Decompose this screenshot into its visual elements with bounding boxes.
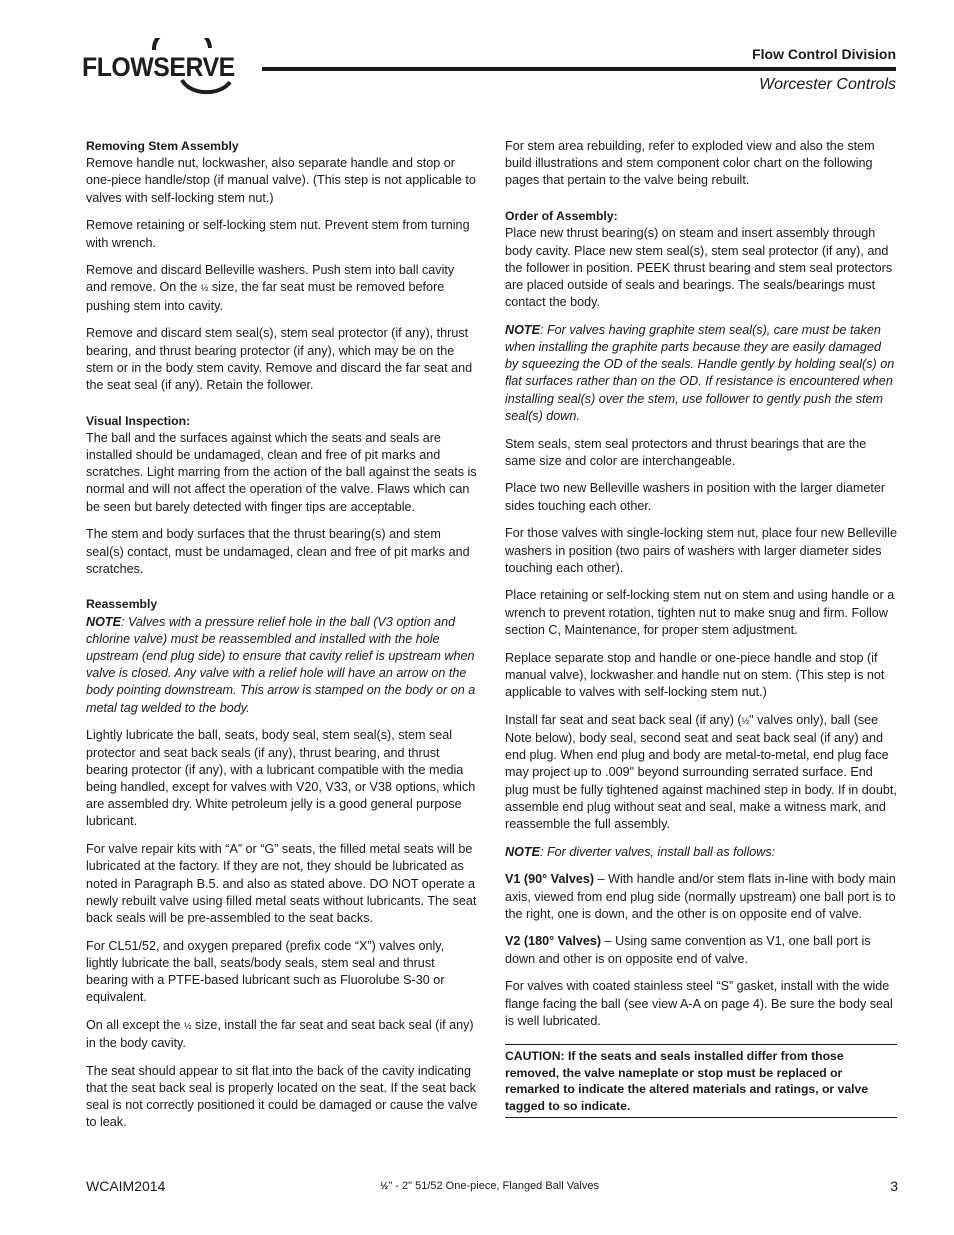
removing-p2: Remove retaining or self-locking stem nut. Prevent stem from turning with wrench. — [86, 218, 470, 250]
reassembly-p2: For valve repair kits with “A” or “G” seats, the filled metal seats will be lubricated at the factory. If they are not, they should be lubricated as noted in Paragraph B.5. and also as stated above. DO NOT operate a newly rebuilt valve using filled metal seats without lubricants. The seat back seals will be pre-assembled to the seat backs. — [86, 842, 477, 925]
order-p3: Place two new Belleville washers in position with the larger diameter sides touching each other. — [505, 481, 886, 513]
division-label: Flow Control Division — [752, 46, 896, 62]
header-rule — [262, 67, 896, 71]
order-p1: Place new thrust bearing(s) on steam and insert assembly through body cavity. Place new stem seal(s), stem seal protector (if any), and the follower in position. PEEK thrust bearing and stem seal protectors are placed outside of seals and bearings. The seals/bearings must contact the body. — [505, 226, 893, 310]
logo-wordmark: FLOWSERVE — [82, 52, 235, 82]
reassembly-p1: Lightly lubricate the ball, seats, body seal, stem seal(s), stem seal protector and seat back seals (if any), thrust bearing, and thrust bearing protector (if any), with a lubricant compatible with the media being handled, except for valves with V20, V33, or V38 options, which are assembled dry. White petroleum jelly is a good general purpose lubricant. — [86, 728, 476, 829]
order-p6: Replace separate stop and handle or one-piece handle and stop (if manual valve), lockwasher and handle nut on stem. (This step is not applicable to valves with self-locking stem nut.) — [505, 650, 885, 699]
v1-paragraph: V1 (90° Valves) – With handle and/or stem flats in-line with body main axis, viewed from end plug side (normally upstream) one ball port is to the right, one is down, and the other is on opposite end of valve. — [505, 872, 896, 921]
footer-title: ½" - 2" 51/52 One-piece, Flanged Ball Valves — [380, 1180, 599, 1192]
document-code: WCAIM2014 — [86, 1178, 166, 1194]
page-number: 3 — [890, 1178, 898, 1194]
brand-label: Worcester Controls — [759, 76, 896, 93]
removing-p1: Remove handle nut, lockwasher, also separate handle and stop or one-piece handle/stop (if manual valve). (This step is not applicable to valves with self-locking stem nut.) — [86, 156, 476, 205]
flowserve-logo — [82, 38, 242, 100]
order-p4: For those valves with single-locking stem nut, place four new Belleville washers in position (two pairs of washers with larger diameter sides touching each other). — [505, 526, 897, 575]
right-column — [505, 138, 897, 1118]
order-note: NOTE: For valves having graphite stem seal(s), care must be taken when installing the graphite parts because they are easily damaged by squeezing the OD of the seals. Handle gently by holding seal(s) on flat surfaces rather than on the OD. If resistance is encountered when installing seal(s) over the stem, use follower to gently push the stem seal(s) down. — [505, 322, 895, 423]
reassembly-note: NOTE: Valves with a pressure relief hole in the ball (V3 option and chlorine valve) must be reassembled and installed with the hole upstream (end plug side) to ensure that cavity relief is upstream when valve is closed. Any valve with a relief hole will have an arrow on the body pointing downstream. This arrow is stamped on the body or on a metal tag welded to the body. — [86, 614, 476, 715]
reassembly-heading: Reassembly — [86, 597, 158, 612]
reassembly-p3: For CL51/52, and oxygen prepared (prefix code “X”) valves only, lightly lubricate the ball, seats/body seals, stem seal and thrust bearing with a PTFE-based lubricant such as Fluorolube S-30 or equivalent. — [86, 938, 445, 1005]
intro-p: For stem area rebuilding, refer to exploded view and also the stem build illustrations and stem component color chart on the following pages that pertain to the valve being rebuilt. — [505, 139, 875, 188]
visual-p2: The stem and body surfaces that the thrust bearing(s) and stem seal(s) contact, must be undamaged, clean and free of pit marks and scratches. — [86, 527, 470, 576]
removing-p3: Remove and discard Belleville washers. Push stem into ball cavity and remove. On the ½ size, the far seat must be removed before pushing stem into cavity. — [86, 263, 455, 313]
order-of-assembly-heading: Order of Assembly: — [505, 209, 618, 224]
visual-p1: The ball and the surfaces against which the seats and seals are installed should be undamaged, clean and free of pit marks and scratches. Light marring from the action of the ball against the seats is normal and will not affect the operation of the valve. Flaws which can be seen but barely detected with finger tips are acceptable. — [86, 430, 477, 514]
left-column — [86, 138, 478, 1142]
diverter-note: NOTE: For diverter valves, install ball as follows: — [505, 844, 776, 859]
removing-stem-heading: Removing Stem Assembly — [86, 139, 239, 153]
order-p2: Stem seals, stem seal protectors and thrust bearings that are the same size and color are interchangeable. — [505, 436, 867, 468]
gasket-paragraph: For valves with coated stainless steel “S” gasket, install with the wide flange facing the ball (see view A-A on page 4). Be sure the body seal is well lubricated. — [505, 979, 893, 1028]
removing-p4: Remove and discard stem seal(s), stem seal protector (if any), thrust bearing, and thrust bearing protector (if any), which may be on the stem or in the body stem cavity. Remove and discard the far seat and the seat seal (if any). Retain the follower. — [86, 326, 473, 392]
reassembly-p4: On all except the ½ size, install the far seat and seat back seal (if any) in the body cavity. — [86, 1017, 474, 1051]
reassembly-p5: The seat should appear to sit flat into the back of the cavity indicating that the seat back seal is properly located on the seat. If the seat back seal is not correctly positioned it could be damaged or cause the valve to leak. — [86, 1063, 478, 1130]
order-p7: Install far seat and seat back seal (if any) (½" valves only), ball (see Note below), body seal, second seat and seat back seal (if any) and end plug. When end plug and body are metal-to-metal, end plug face may project up to .009" beyond surrounding serrated surface. End plug must be fully tightened against machined step in body. If in doubt, assemble end plug without seat and seal, make a witness mark, and reassemble the full assembly. — [505, 712, 897, 831]
visual-inspection-heading: Visual Inspection: — [86, 413, 191, 428]
caution-box: CAUTION: If the seats and seals installed differ from those removed, the valve nameplate or stop must be replaced or remarked to indicate the altered materials and ratings, or valve tagged to so indicate. — [505, 1044, 897, 1118]
v2-paragraph: V2 (180° Valves) – Using same convention as V1, one ball port is down and other is on opposite end of valve. — [505, 934, 871, 966]
order-p5: Place retaining or self-locking stem nut on stem and using handle or a wrench to prevent rotation, tighten nut to make snug and firm. Follow section C, Maintenance, for proper stem adjustment. — [505, 588, 895, 637]
